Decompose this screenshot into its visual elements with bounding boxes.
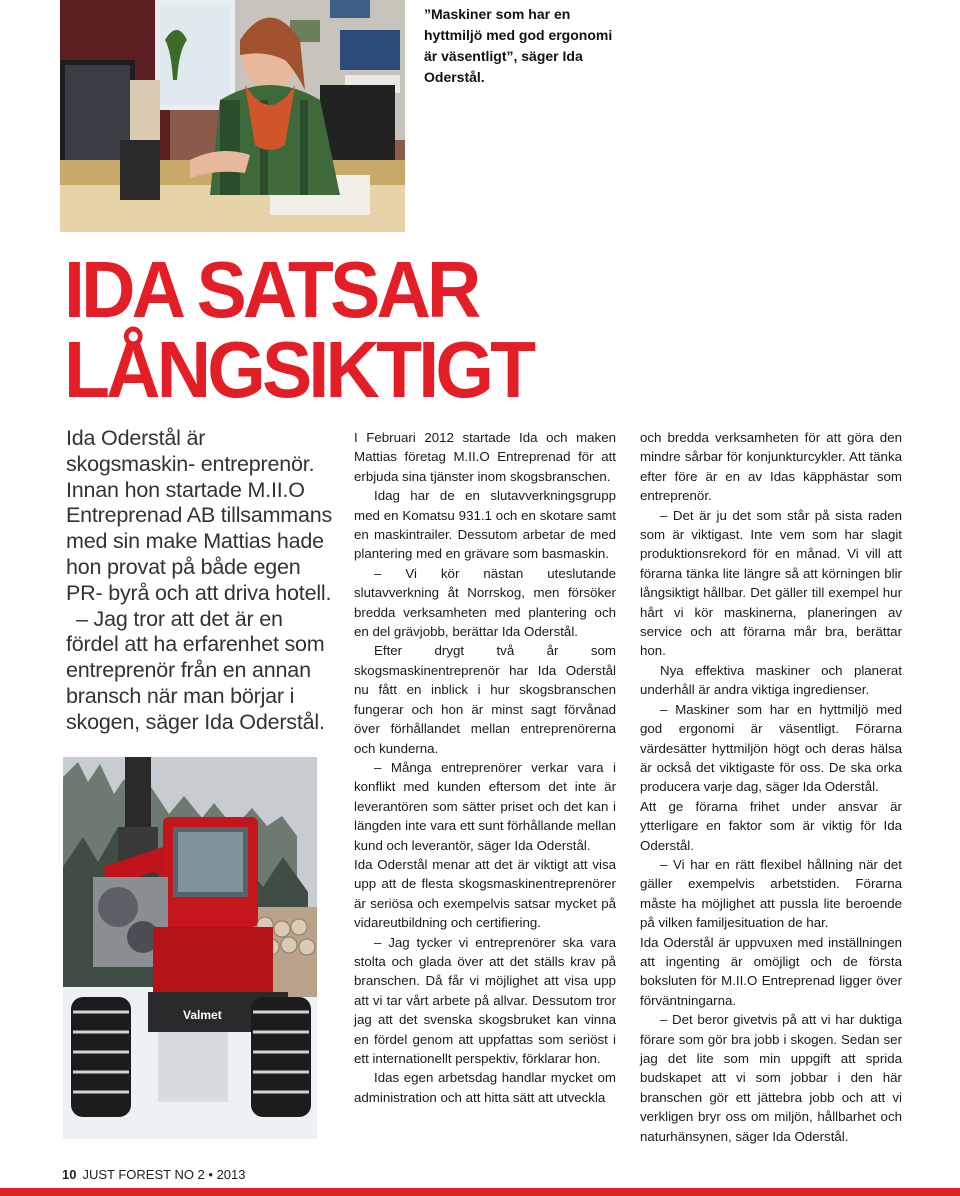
article-column-2 — [640, 428, 902, 1146]
headline-line-2: LÅNGSIKTIGT — [64, 325, 533, 414]
lead-intro: Ida Oderstål är skogsmaskin- entreprenör. Innan hon startade M.II.O Entreprenad AB tillsammans med sin make Mattias hade hon provat på både egen PR- byrå och att driva hotell. — [66, 426, 333, 605]
column-2-paragraph: Nya effektiva maskiner och planerat underhåll är andra viktiga ingredienser. — [640, 662, 902, 698]
column-1-paragraph: – Vi kör nästan uteslutande slutavverkning åt Norrskog, men försöker bredda verksamheten med plantering och en del grävjobb, berättar Ida Oderstål. — [354, 565, 616, 640]
article-column-1 — [354, 428, 616, 1107]
column-1-paragraph: Idas egen arbetsdag handlar mycket om administration och att hitta sätt att utveckla — [354, 1070, 616, 1105]
column-2-paragraph: och bredda verksamheten för att göra den mindre sårbar för konjunkturcykler. Att tänka efter före är en av Idas käpphästar som entreprenör. — [640, 430, 902, 504]
machine-brand-label: Valmet — [183, 1008, 222, 1022]
headline-line-1: IDA SATSAR — [64, 245, 478, 334]
headline — [64, 245, 624, 414]
page-footer — [62, 1166, 245, 1184]
page-number: 10 — [62, 1167, 77, 1182]
lead-quote: – Jag tror att det är en fördel att ha erfarenhet som entreprenör från en annan bransch när man börjar i skogen, säger Ida Oderstål. — [66, 606, 325, 734]
column-1-paragraph: – Jag tycker vi entreprenörer ska vara stolta och glada över att det ställs krav på branschen. Då får vi möjlighet att visa upp att vi tar vårt arbete på allvar. Dessutom tror jag att det svenska skogsbruket kan vinna en fördel genom att uppfattas som seriöst i ett internationellt perspektiv, förklarar hon. — [354, 934, 616, 1066]
lead-paragraph — [66, 426, 334, 736]
column-1-paragraph: Efter drygt två år som skogsmaskinentreprenör har Ida Oderstål nu fått en inblick i hur skogsbranschen fungerar och hon är minst sagt förvånad över förhållandet mellan entreprenörerna och kunderna. — [354, 643, 616, 756]
column-2-paragraph: – Det är ju det som står på sista raden som är viktigast. Inte vem som har slagit produktionsrekord för en månad. Vi vill att förarna tänka lite längre så att körningen blir långsiktigt hållbar. Det gäller till exempel hur hårt vi kör maskinerna, planeringen av service och att förarna mår bra, berättar hon. — [640, 507, 902, 659]
column-2-paragraph: – Det beror givetvis på att vi har duktiga förare som gör bra jobb i skogen. Sedan ser jag det lite som min uppgift att sprida budskapet att vi som jobbar i den här branschen gör ett jättebra jobb och att vi verkligen bryr oss om miljön, hållbarhet och naturhänsynen, säger Ida Oderstål. — [640, 1012, 902, 1144]
column-2-paragraph: – Maskiner som har en hyttmiljö med god ergonomi är väsentligt. Förarna värdesätter hyttmiljön högt och deras hälsa är också det viktigaste för oss. De ska orka producera varje dag, säger Ida Oderstål. — [640, 701, 902, 795]
column-1-paragraph: – Många entreprenörer verkar vara i konflikt med kunden eftersom det inte är leverantören som sätter priset och det kan i längden inte vara ett sunt förhållande mellan kund och leverantör, säger Ida Oderstål. — [354, 759, 616, 853]
photo-caption: ”Maskiner som har en hyttmiljö med god ergonomi är väsentligt”, säger Ida Oderstål. — [424, 6, 613, 85]
column-2-paragraph: – Vi har en rätt flexibel hållning när det gäller exempelvis arbetstiden. Förarna måste ha möjlighet att pussla lite beroende på vilken familjesituation de har. — [640, 856, 902, 931]
footer-accent-bar — [0, 1188, 960, 1196]
column-1-paragraph: Ida Oderstål menar att det är viktigt att visa upp att de flesta skogsmaskinentreprenörer är seriösa och exempelvis satsar mycket på vidareutbildning och certifiering. — [354, 856, 616, 931]
publication-name: JUST FOREST NO 2 • 2013 — [82, 1167, 246, 1182]
harvester-photo — [63, 757, 317, 1139]
column-1-paragraph: I Februari 2012 startade Ida och maken Mattias företag M.II.O Entreprenad för att erbjuda sina tjänster inom skogsbranschen. — [354, 430, 616, 484]
column-1-paragraph: Idag har de en slutavverkningsgrupp med en Komatsu 931.1 och en skotare samt en maskintrailer. Dessutom arbetar de med plantering med en grävare som basmaskin. — [354, 488, 616, 562]
office-photo — [60, 0, 405, 232]
column-2-paragraph: Att ge förarna frihet under ansvar är ytterligare en faktor som är viktig för Ida Oderstål. — [640, 798, 902, 853]
column-2-paragraph: Ida Oderstål är uppvuxen med inställningen att ingenting är omöjligt och de första boksluten för M.II.O Entreprenad ligger över förväntningarna. — [640, 934, 902, 1008]
